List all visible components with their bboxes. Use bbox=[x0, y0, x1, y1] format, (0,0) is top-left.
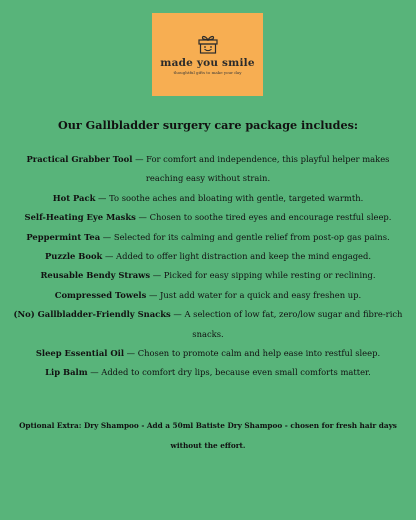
page-title: Our Gallbladder surgery care package includes: bbox=[57, 118, 359, 132]
brand-logo bbox=[152, 13, 263, 96]
list-item bbox=[12, 344, 404, 363]
item-separator: — bbox=[102, 251, 117, 262]
item-description: Just add water for a quick and easy freshen up. bbox=[160, 289, 362, 300]
item-description: For comfort and independence, this playful helper makes reaching easy without strain. bbox=[145, 154, 390, 184]
optional-extra-note: Optional Extra: Dry Shampoo - Add a 50ml Batiste Dry Shampoo - chosen for fresh hair days without the effort. bbox=[19, 421, 397, 450]
item-separator: — bbox=[150, 270, 164, 281]
list-item bbox=[12, 363, 404, 382]
item-separator: — bbox=[146, 289, 161, 300]
item-name: Hot Pack bbox=[52, 192, 96, 203]
list-item bbox=[12, 208, 404, 227]
brand-name: made you smile bbox=[160, 57, 255, 69]
list-item bbox=[12, 266, 404, 285]
item-name: Reusable Bendy Straws bbox=[40, 270, 151, 281]
brand-tagline: thoughtful gifts to make your day bbox=[173, 70, 242, 75]
item-description: Chosen to soothe tired eyes and encourage restful sleep. bbox=[149, 212, 392, 223]
item-description: To soothe aches and bloating with gentle, targeted warmth. bbox=[109, 192, 364, 203]
item-separator: — bbox=[124, 348, 138, 359]
item-name: Sleep Essential Oil bbox=[35, 348, 124, 359]
item-name: Self-Heating Eye Masks bbox=[24, 212, 136, 223]
item-separator: — bbox=[100, 231, 114, 242]
item-description: Selected for its calming and gentle relief from post-op gas pains. bbox=[113, 231, 390, 242]
item-description: Picked for easy sipping while resting or reclining. bbox=[163, 270, 376, 281]
item-description: Added to offer light distraction and keep the mind engaged. bbox=[116, 251, 372, 262]
list-item bbox=[12, 189, 404, 208]
gift-smile-icon bbox=[152, 35, 263, 54]
item-separator: — bbox=[170, 309, 185, 320]
list-item bbox=[12, 305, 404, 344]
item-name: (No) Gallbladder-Friendly Snacks bbox=[13, 309, 171, 320]
list-item bbox=[12, 247, 404, 266]
item-separator: — bbox=[135, 212, 150, 223]
package-item-list bbox=[12, 150, 404, 383]
item-name: Lip Balm bbox=[45, 367, 88, 378]
list-item bbox=[12, 286, 404, 305]
item-name: Peppermint Tea bbox=[26, 231, 101, 242]
item-name: Practical Grabber Tool bbox=[26, 154, 133, 164]
item-description: A selection of low fat, zero/low sugar and fibre-rich snacks. bbox=[184, 309, 403, 339]
item-separator: — bbox=[95, 192, 110, 203]
item-name: Puzzle Book bbox=[44, 251, 103, 262]
list-item bbox=[12, 228, 404, 247]
item-name: Compressed Towels bbox=[54, 289, 147, 300]
item-separator: — bbox=[132, 154, 147, 164]
item-description: Chosen to promote calm and help ease into restful sleep. bbox=[137, 348, 381, 359]
item-description: Added to comfort dry lips, because even small comforts matter. bbox=[101, 367, 371, 378]
item-separator: — bbox=[87, 367, 102, 378]
list-item bbox=[12, 150, 404, 189]
